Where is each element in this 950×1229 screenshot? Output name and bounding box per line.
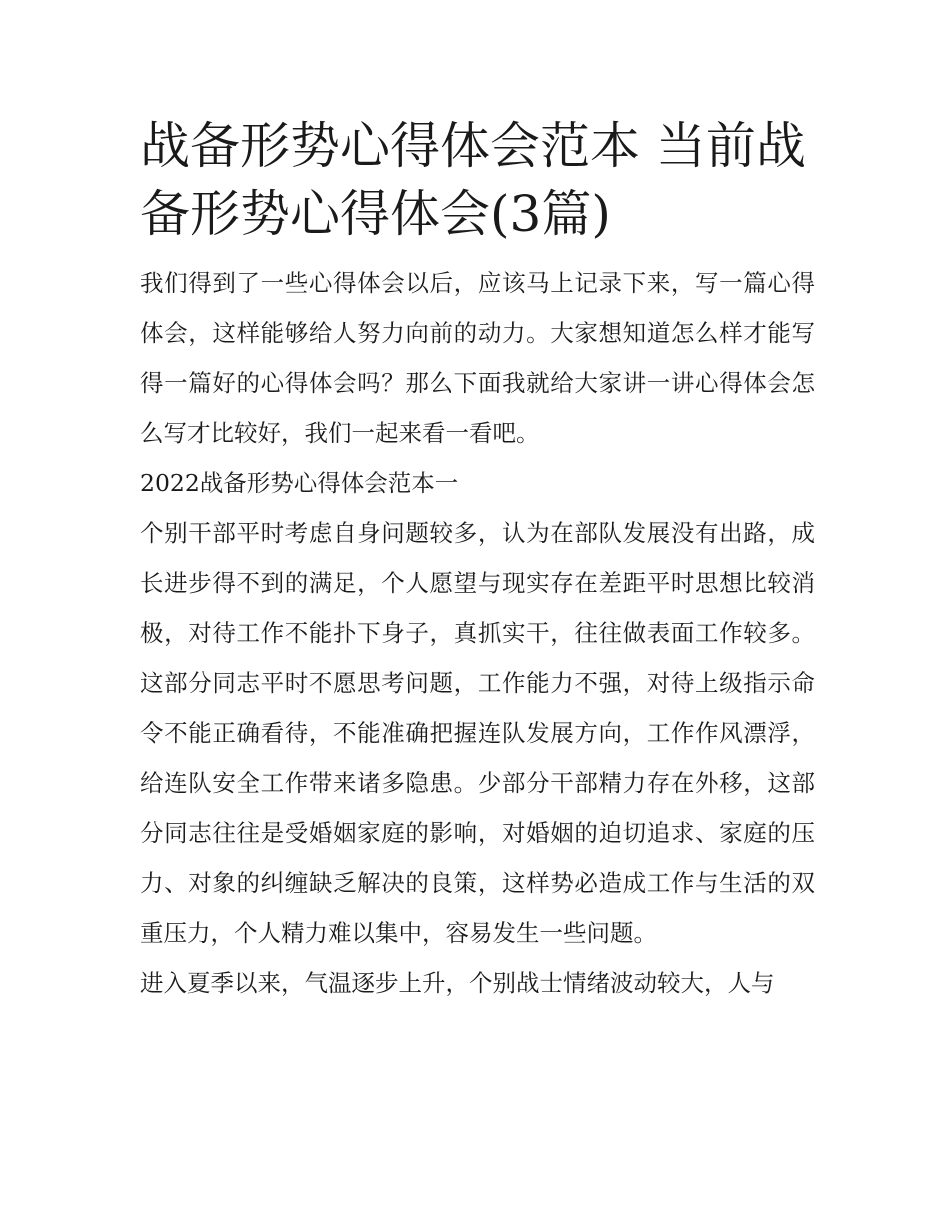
section-heading: 2022战备形势心得体会范本一 [140, 469, 459, 497]
body-paragraph-2: 进入夏季以来，气温逐步上升，个别战士情绪波动较大，人与 [140, 969, 775, 997]
intro-paragraph: 我们得到了一些心得体会以后，应该马上记录下来，写一篇心得体会，这样能够给人努力向前的动力。大家想知道怎么样才能写得一篇好的心得体会吗？那么下面我就给大家讲一讲心得体会怎么写才比较好，我们一起来看一看吧。 [140, 269, 815, 447]
document-title: 战备形势心得体会范本 当前战备形势心得体会(3篇) [140, 117, 806, 243]
body-paragraph-1: 个别干部平时考虑自身问题较多，认为在部队发展没有出路，成长进步得不到的满足，个人愿望与现实存在差距平时思想比较消极，对待工作不能扑下身子，真抓实干，往往做表面工作较多。这部分同志平时不愿思考问题，工作能力不强，对待上级指示命令不能正确看待，不能准确把握连队发展方向，工作作风漂浮，给连队安全工作带来诸多隐患。少部分干部精力存在外移，这部分同志往往是受婚姻家庭的影响，对婚姻的迫切追求、家庭的压力、对象的纠缠缺乏解决的良策，这样势必造成工作与生活的双重压力，个人精力难以集中，容易发生一些问题。 [140, 519, 815, 947]
document-body [140, 112, 815, 1008]
